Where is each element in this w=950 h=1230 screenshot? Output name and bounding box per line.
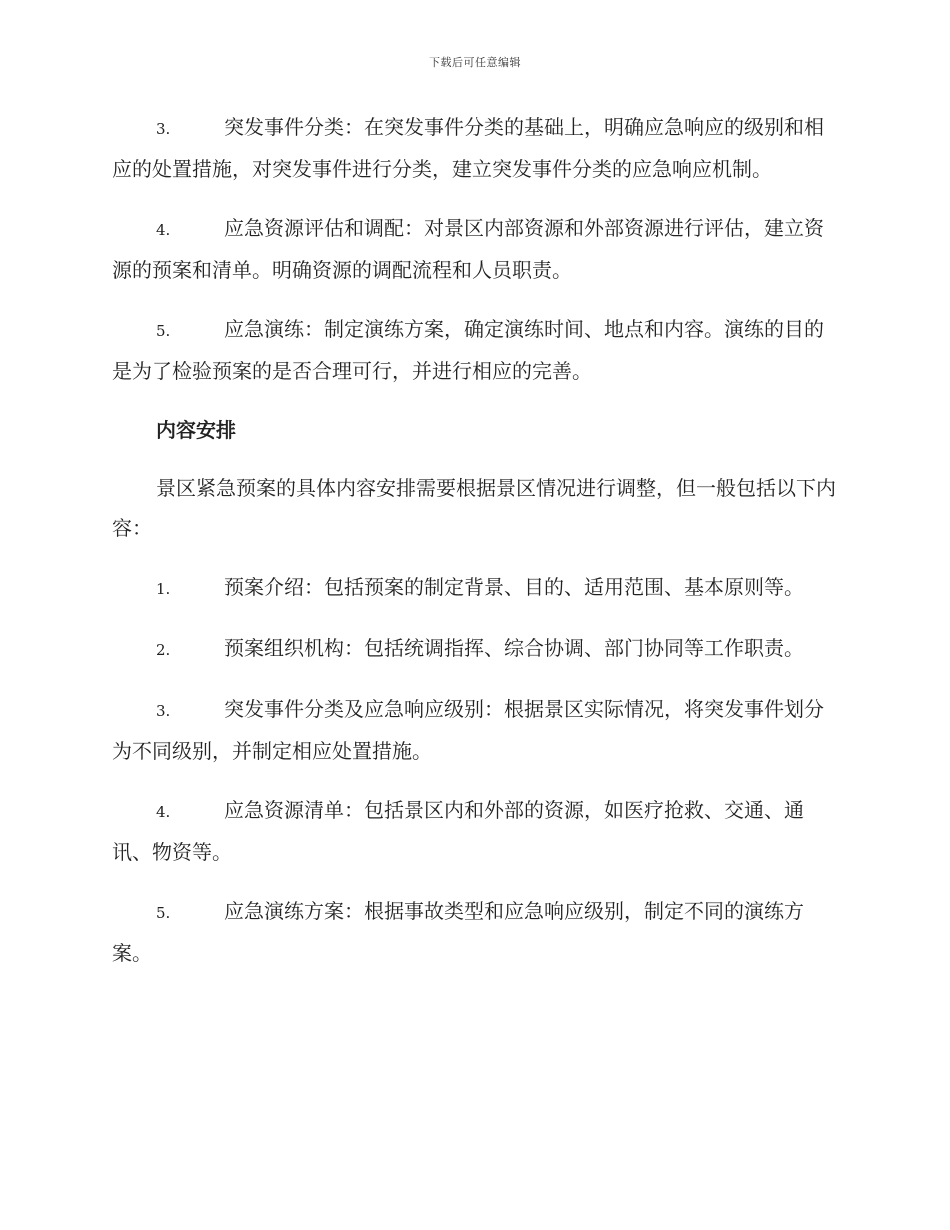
list-item-text: 突发事件分类：在突发事件分类的基础上，明确应急响应的级别和相应的处置措施，对突发事件进行分类，建立突发事件分类的应急响应机制。 xyxy=(112,115,824,181)
list-item-number: 4. xyxy=(156,221,171,239)
list-item-text: 应急演练：制定演练方案，确定演练时间、地点和内容。演练的目的是为了检验预案的是否合理可行，并进行相应的完善。 xyxy=(112,317,824,383)
list-item-number: 3. xyxy=(156,702,171,720)
section-heading: 内容安排 xyxy=(156,418,236,442)
list-item-text: 应急资源评估和调配：对景区内部资源和外部资源进行评估，建立资源的预案和清单。明确资源的调配流程和人员职责。 xyxy=(112,216,824,282)
page-header: 下载后可任意编辑 xyxy=(429,56,521,69)
list-item xyxy=(112,628,842,670)
list-item xyxy=(112,567,842,609)
list-item-text: 预案介绍：包括预案的制定背景、目的、适用范围、基本原则等。 xyxy=(224,575,804,599)
list-item xyxy=(112,891,842,973)
list-item xyxy=(112,208,842,290)
list-item-number: 5. xyxy=(156,904,171,922)
list-item-number: 5. xyxy=(156,322,171,340)
list-item-number: 2. xyxy=(156,641,171,659)
list-item xyxy=(112,107,842,189)
document-body xyxy=(112,107,842,992)
list-item-text: 预案组织机构：包括统调指挥、综合协调、部门协同等工作职责。 xyxy=(224,636,804,660)
list-item-text: 应急演练方案：根据事故类型和应急响应级别，制定不同的演练方案。 xyxy=(112,899,804,965)
list-item-text: 突发事件分类及应急响应级别：根据景区实际情况，将突发事件划分为不同级别，并制定相应处置措施。 xyxy=(112,697,824,763)
list-item-number: 4. xyxy=(156,803,171,821)
list-item-number: 1. xyxy=(156,580,171,598)
list-item xyxy=(112,790,842,872)
intro-paragraph: 景区紧急预案的具体内容安排需要根据景区情况进行调整，但一般包括以下内容： xyxy=(112,476,836,540)
list-item xyxy=(112,309,842,391)
list-item-text: 应急资源清单：包括景区内和外部的资源，如医疗抢救、交通、通讯、物资等。 xyxy=(112,798,804,864)
list-item xyxy=(112,689,842,771)
list-item-number: 3. xyxy=(156,120,171,138)
